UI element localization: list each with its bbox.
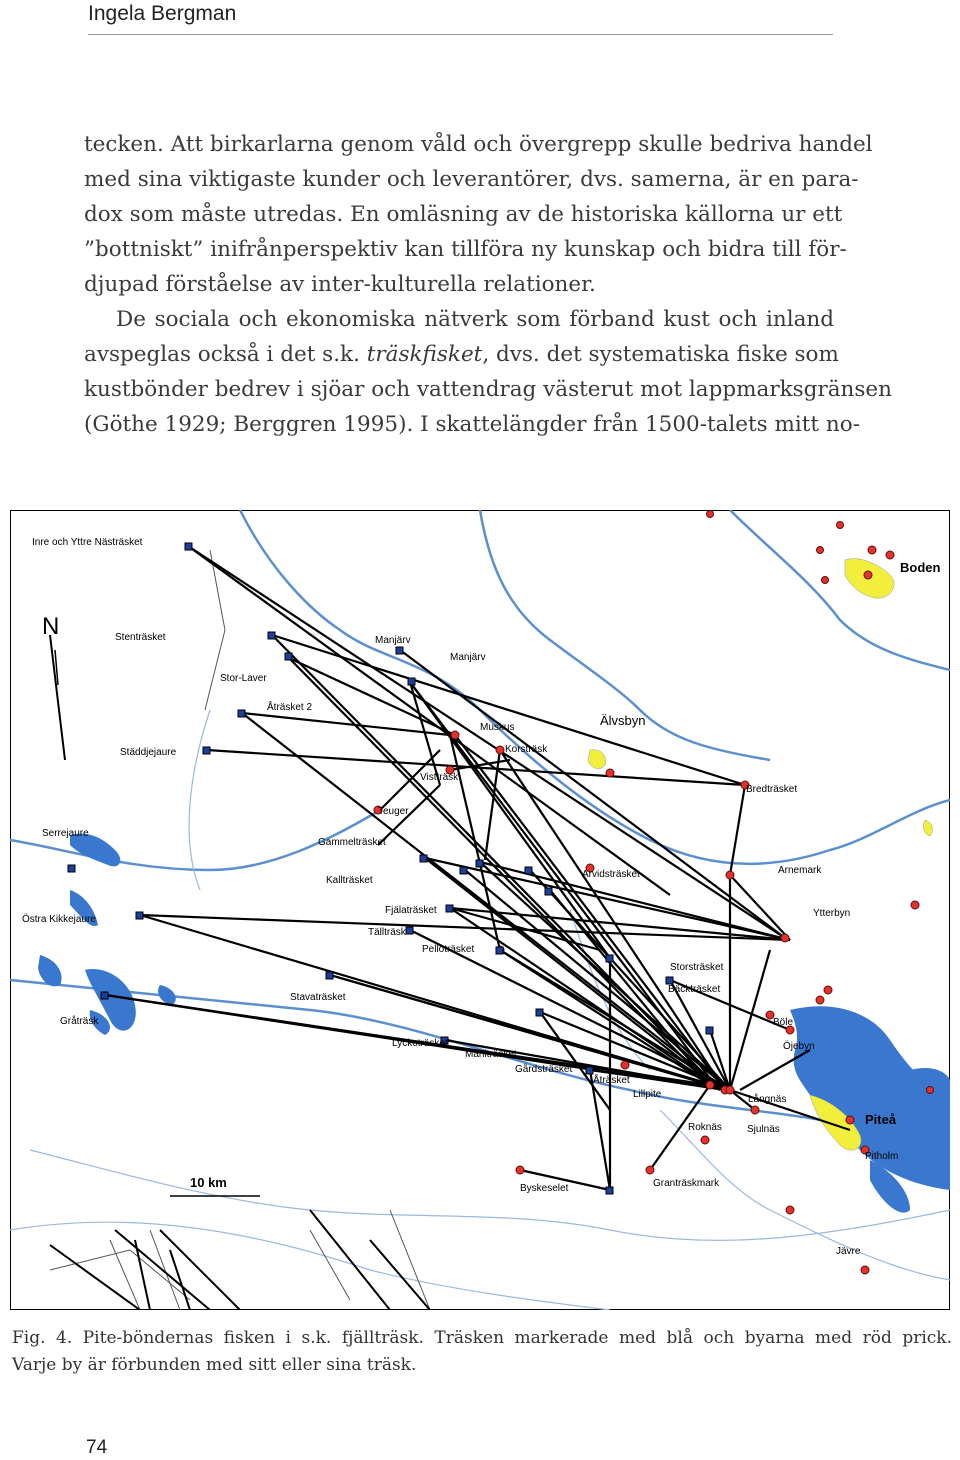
body-text bbox=[84, 127, 892, 442]
label-arnemark: Arnemark bbox=[778, 865, 822, 876]
label-atrasket: Åträsket bbox=[593, 1075, 630, 1086]
label-sjulnas: Sjulnäs bbox=[747, 1124, 780, 1135]
running-header: Ingela Bergman bbox=[88, 2, 237, 25]
text-line: (Göthe 1929; Berggren 1995). I skattelängder från 1500-talets mitt no- bbox=[84, 412, 860, 437]
label-stavatrasket: Stavaträsket bbox=[290, 992, 346, 1003]
italic-term: träskfisket bbox=[366, 342, 483, 367]
text-line: dox som måste utredas. En omläsning av de historiska källorna ur ett bbox=[84, 202, 843, 227]
label-vistrask: Vistträsk bbox=[420, 772, 459, 783]
label-gammeltrasket: Gammelträsket bbox=[318, 837, 386, 848]
label-alvsbyn: Älvsbyn bbox=[600, 713, 646, 728]
text-line: kustbönder bedrev i sjöar och vattendrag västerut mot lappmarksgränsen bbox=[84, 377, 892, 402]
label-fjalatrasket: Fjälaträsket bbox=[385, 905, 437, 916]
label-stor-laver: Stor-Laver bbox=[220, 673, 267, 684]
caption-line: Fig. 4. Pite-böndernas fisken i s.k. fjällträsk. Träsken markerade med blå och byarna med röd prick. bbox=[12, 1328, 952, 1348]
text-fragment: avspeglas också i det s.k. bbox=[84, 342, 367, 367]
label-atrasket-2: Åträsket 2 bbox=[267, 702, 313, 713]
label-storstrasket: Storsträsket bbox=[670, 962, 724, 973]
label-teuger: Teuger bbox=[378, 806, 409, 817]
text-line: tecken. Att birkarlarna genom våld och övergrepp skulle bedriva handel bbox=[84, 132, 873, 157]
caption-line: Varje by är förbunden med sitt eller sina träsk. bbox=[12, 1355, 417, 1375]
label-pellotrasket: Pelloträsket bbox=[422, 944, 475, 955]
label-lyckotrasket: Lyckoträsket bbox=[392, 1038, 448, 1049]
page-number: 74 bbox=[86, 1437, 108, 1458]
label-gratrask: Gråträsk bbox=[60, 1016, 99, 1027]
text-line bbox=[84, 337, 839, 372]
label-javre: Jävre bbox=[836, 1246, 861, 1257]
text-line: med sina viktigaste kunder och leverantörer, dvs. samerna, är en para- bbox=[84, 167, 859, 192]
label-inre-yttre-nastrasket: Inre och Yttre Nästräsket bbox=[32, 537, 143, 548]
label-staddjejaure: Städdjejaure bbox=[120, 747, 177, 758]
label-backtrasket: Bäckträsket bbox=[668, 984, 721, 995]
text-line: ”bottniskt” inifrånperspektiv kan tillföra ny kunskap och bidra till för- bbox=[84, 237, 847, 262]
label-gardstrasket: Gårdsträsket bbox=[515, 1064, 573, 1075]
text-line: djupad förståelse av inter-kulturella relationer. bbox=[84, 272, 596, 297]
header-rule bbox=[88, 34, 833, 35]
label-ojebyn: Öjebyn bbox=[783, 1041, 815, 1052]
label-grantraskmark: Granträskmark bbox=[653, 1178, 720, 1189]
text-line: De sociala och ekonomiska nätverk som förband kust och inland bbox=[116, 307, 834, 332]
label-byskeselet: Byskeselet bbox=[520, 1183, 569, 1194]
map-svg bbox=[10, 510, 950, 1310]
figure-map bbox=[10, 510, 950, 1310]
label-roknas: Roknäs bbox=[688, 1122, 722, 1133]
label-kalltrasket: Kallträsket bbox=[326, 875, 373, 886]
label-stentrasket: Stenträsket bbox=[115, 632, 166, 643]
north-label: N bbox=[42, 613, 60, 640]
label-manitrasket: Maniträsket bbox=[465, 1049, 517, 1060]
label-pitholm: Pitholm bbox=[865, 1151, 899, 1162]
label-boden: Boden bbox=[900, 560, 941, 575]
label-ostra-kikkejaure: Östra Kikkejaure bbox=[22, 914, 96, 925]
label-korstrask: Korsträsk bbox=[505, 744, 548, 755]
label-muskus: Muskus bbox=[480, 722, 515, 733]
label-pitea: Piteå bbox=[865, 1112, 897, 1127]
text-fragment: , dvs. det systematiska fiske som bbox=[482, 342, 839, 367]
scale-label: 10 km bbox=[190, 1175, 227, 1190]
label-arvidstrasket: Arvidsträsket bbox=[582, 869, 640, 880]
label-bredtrasket: Bredträsket bbox=[746, 784, 798, 795]
label-lillpite: Lillpite bbox=[633, 1089, 662, 1100]
label-serrejaure: Serrejaure bbox=[42, 828, 89, 839]
label-manjarv-2: Manjärv bbox=[450, 652, 486, 663]
figure-caption bbox=[12, 1325, 952, 1379]
label-bole: Böle bbox=[773, 1017, 794, 1028]
label-langnas: Långnäs bbox=[748, 1094, 787, 1105]
label-manjarv-1: Manjärv bbox=[375, 635, 411, 646]
label-talltrask: Tällträsk bbox=[368, 927, 406, 938]
label-ytterbyn: Ytterbyn bbox=[813, 908, 851, 919]
